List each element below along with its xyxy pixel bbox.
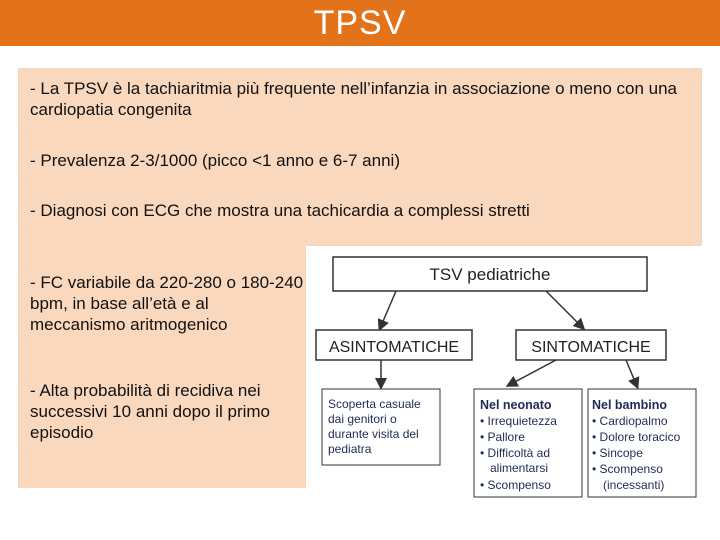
- neonato-item: • Scompenso: [480, 478, 551, 492]
- neonato-item: • Pallore: [480, 430, 525, 444]
- left-detail-line: dai genitori o: [328, 412, 397, 426]
- bambino-item: • Scompenso: [592, 462, 663, 476]
- left-detail-line: Scoperta casuale: [328, 397, 421, 411]
- bambino-item: • Dolore toracico: [592, 430, 681, 444]
- bullet-2: - Prevalenza 2-3/1000 (picco <1 anno e 6-7 anni): [30, 151, 400, 170]
- title-bar: [0, 0, 720, 46]
- left-label: ASINTOMATICHE: [328, 339, 460, 356]
- bambino-item: • Cardiopalmo: [592, 414, 668, 428]
- left-detail-line: pediatra: [328, 442, 372, 456]
- neonato-title: Nel neonato: [480, 398, 552, 412]
- bambino-title: Nel bambino: [592, 398, 668, 412]
- flow-diagram: [306, 246, 702, 502]
- left-detail-line: durante visita del: [328, 427, 419, 441]
- neonato-item: alimentarsi: [490, 461, 549, 475]
- bullet-4: - FC variabile da 220-280 o 180-240 bpm, in base all’età e al meccanismo aritmogenico: [30, 273, 304, 334]
- bullet-3: - Diagnosi con ECG che mostra una tachicardia a complessi stretti: [30, 201, 530, 220]
- bambino-item: (incessanti): [603, 478, 665, 492]
- bambino-item: • Sincope: [592, 446, 643, 460]
- neonato-item: • Irrequietezza: [480, 414, 557, 428]
- root-label: TSV pediatriche: [429, 265, 551, 284]
- bullet-5: - Alta probabilità di recidiva nei successivi 10 anni dopo il primo episodio: [30, 381, 271, 442]
- right-label: SINTOMATICHE: [531, 339, 651, 356]
- page-title: TPSV: [313, 3, 407, 42]
- bullet-1: - La TPSV è la tachiaritmia più frequente nell’infanzia in associazione o meno con una cardiopatia congenita: [30, 79, 678, 119]
- neonato-item: • Difficoltà ad: [480, 446, 551, 460]
